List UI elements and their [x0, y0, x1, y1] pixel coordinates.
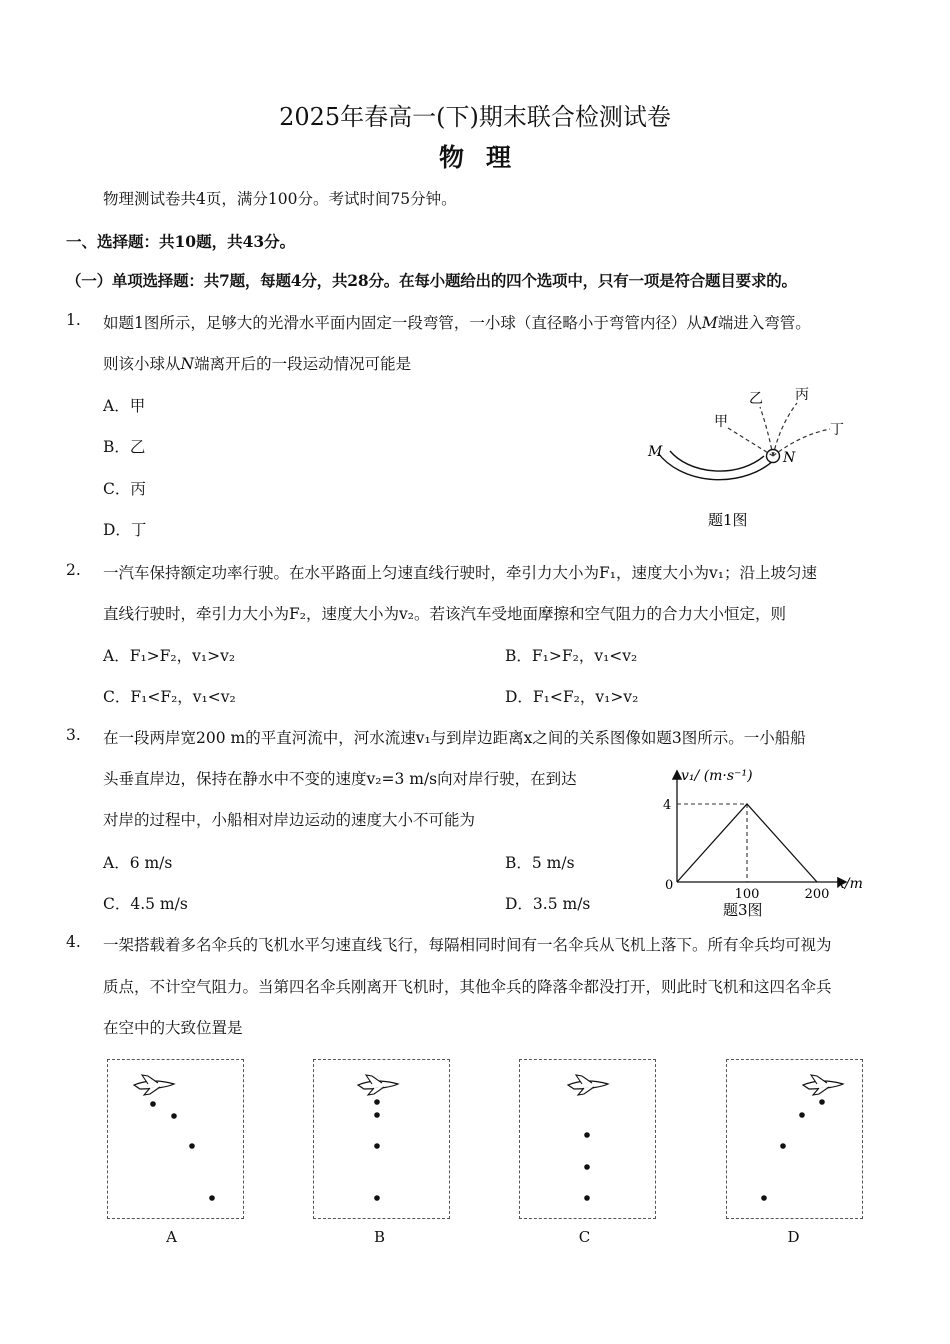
q2-option-d[interactable]: D．F₁<F₂，v₁>v₂ — [505, 688, 639, 706]
panel-c-label: C — [578, 1228, 591, 1246]
q1-text-b: 端进入弯管。 — [717, 314, 811, 332]
page-title: 2025年春高一(下)期末联合检测试卷 — [279, 103, 671, 131]
path-yi — [760, 407, 773, 456]
paratrooper-dot — [584, 1164, 590, 1170]
label-ding: 丁 — [830, 422, 844, 438]
airplane-icon — [803, 1075, 843, 1095]
x-tick-label-100: 100 — [734, 887, 760, 902]
tube-inner-wall — [670, 451, 764, 471]
panel-d-label: D — [787, 1228, 800, 1246]
figure-3-velocity-chart — [655, 760, 875, 925]
panel-d[interactable] — [726, 1059, 863, 1219]
panel-c-drawing — [520, 1060, 657, 1220]
question-2-line2: 直线行驶时，牵引力大小为F₂，速度大小为v₂。若该汽车受地面摩擦和空气阻力的合力大小恒定，则 — [103, 605, 786, 623]
panel-a-label: A — [166, 1228, 177, 1246]
airplane-icon — [358, 1075, 398, 1095]
figure-3-caption: 题3图 — [723, 901, 763, 919]
q2-option-b[interactable]: B．F₁>F₂，v₁<v₂ — [505, 647, 638, 665]
panel-b[interactable] — [313, 1059, 450, 1219]
q1-var-m: M — [701, 314, 718, 332]
question-3-line2: 头垂直岸边，保持在静水中不变的速度v₂=3 m/s向对岸行驶，在到达 — [103, 770, 577, 788]
y-axis-label: v₁/ (m·s⁻¹) — [681, 768, 753, 784]
q3-option-a[interactable]: A．6 m/s — [103, 854, 173, 872]
q1-option-c[interactable]: C．丙 — [103, 480, 146, 498]
panel-b-label: B — [373, 1228, 386, 1246]
figure-1-caption: 题1图 — [708, 511, 748, 529]
section-heading: 一、选择题：共10题，共43分。 — [66, 232, 296, 251]
origin-label: 0 — [665, 878, 674, 893]
q1-option-b[interactable]: B．乙 — [103, 438, 146, 456]
paratrooper-dot — [584, 1195, 590, 1201]
q1-text-d: 端离开后的一段运动情况可能是 — [194, 355, 412, 373]
q3-option-d[interactable]: D．3.5 m/s — [505, 895, 591, 913]
q1-option-d[interactable]: D．丁 — [103, 521, 147, 539]
q2-option-a[interactable]: A．F₁>F₂，v₁>v₂ — [103, 647, 236, 665]
question-4-line1: 一架搭载着多名伞兵的飞机水平匀速直线飞行，每隔相同时间有一名伞兵从飞机上落下。所有伞兵均可视为 — [103, 936, 832, 954]
question-3-line1: 在一段两岸宽200 m的平直河流中，河水流速v₁与到岸边距离x之间的关系图像如题3图所示。一小船船 — [103, 729, 806, 747]
question-2-number: 2. — [66, 561, 81, 579]
panel-c[interactable] — [519, 1059, 656, 1219]
q1-text-c: 则该小球从 — [103, 355, 181, 373]
question-2-line1: 一汽车保持额定功率行驶。在水平路面上匀速直线行驶时，牵引力大小为F₁，速度大小为v₁；沿上坡匀速 — [103, 564, 817, 582]
paratrooper-dot — [799, 1112, 805, 1118]
question-3-line3: 对岸的过程中，小船相对岸边运动的速度大小不可能为 — [103, 811, 476, 829]
question-1-number: 1. — [66, 311, 81, 329]
paratrooper-dot — [780, 1143, 786, 1149]
q2-option-c[interactable]: C．F₁<F₂，v₁<v₂ — [103, 688, 236, 706]
label-jia: 甲 — [714, 414, 728, 430]
paratrooper-dot — [374, 1112, 380, 1118]
label-bing: 丙 — [795, 387, 809, 403]
panel-a[interactable] — [107, 1059, 244, 1219]
path-ding — [773, 429, 830, 456]
section-subheading: （一）单项选择题：共7题，每题4分，共28分。在每小题给出的四个选项中，只有一项是符合题目要求的。 — [66, 271, 797, 290]
question-4-line2: 质点，不计空气阻力。当第四名伞兵刚离开飞机时，其他伞兵的降落伞都没打开，则此时飞机和这四名伞兵 — [103, 978, 832, 996]
paratrooper-dot — [819, 1099, 825, 1105]
x-tick-label-200: 200 — [804, 887, 830, 902]
paratrooper-dot — [189, 1143, 195, 1149]
paratrooper-dot — [761, 1195, 767, 1201]
label-n: N — [783, 450, 796, 466]
exam-intro: 物理测试卷共4页，满分100分。考试时间75分钟。 — [103, 190, 457, 208]
airplane-icon — [568, 1075, 608, 1095]
paratrooper-dot — [150, 1101, 156, 1107]
panel-d-drawing — [727, 1060, 864, 1220]
paratrooper-dot — [209, 1195, 215, 1201]
question-3-number: 3. — [66, 726, 81, 744]
path-jia — [728, 428, 773, 456]
x-axis-label: x/m — [837, 876, 863, 892]
y-tick-label: 4 — [663, 798, 672, 813]
subject-title: 物理 — [438, 143, 533, 172]
label-yi: 乙 — [749, 391, 763, 407]
panel-b-drawing — [314, 1060, 451, 1220]
paratrooper-dot — [171, 1113, 177, 1119]
airplane-icon — [134, 1075, 174, 1095]
panel-a-drawing — [108, 1060, 245, 1220]
paratrooper-dot — [584, 1132, 590, 1138]
question-1-line1 — [103, 311, 811, 333]
question-4-line3: 在空中的大致位置是 — [103, 1019, 243, 1037]
q1-var-n: N — [180, 355, 195, 373]
question-4-number: 4. — [66, 933, 81, 951]
q3-option-c[interactable]: C．4.5 m/s — [103, 895, 188, 913]
q1-text-a: 如题1图所示，足够大的光滑水平面内固定一段弯管，一小球（直径略小于弯管内径）从 — [103, 314, 702, 332]
paratrooper-dot — [374, 1143, 380, 1149]
figure-1-bent-tube — [640, 380, 860, 540]
q3-option-b[interactable]: B．5 m/s — [505, 854, 575, 872]
q1-option-a[interactable]: A．甲 — [103, 397, 146, 415]
label-m: M — [648, 444, 663, 460]
paratrooper-dot — [374, 1099, 380, 1105]
paratrooper-dot — [374, 1195, 380, 1201]
question-1-line2 — [103, 352, 411, 374]
